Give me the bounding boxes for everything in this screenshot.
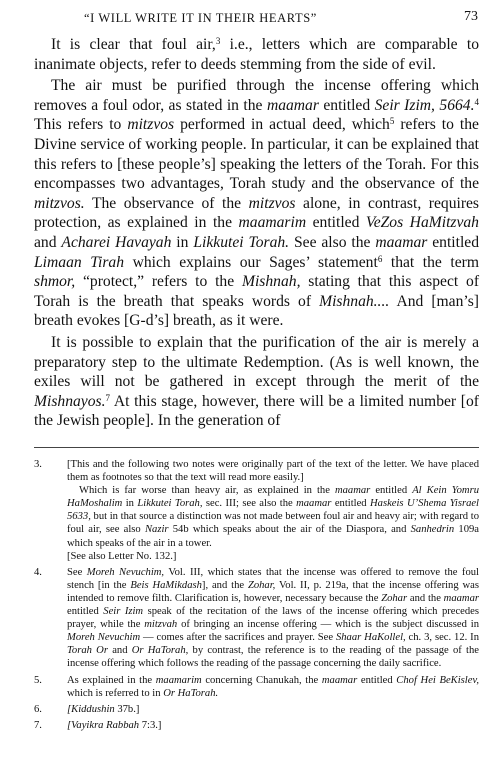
paragraph: It is clear that foul air,$^3$ i.e., letters which are comparable to inanimate objects, refer to deeds stemming from the side of evil. [34, 36, 479, 73]
running-header [34, 9, 478, 27]
footnote-5: 5. As explained in the maamarim concerning Chanukah, the maamar entitled Chof Hei BeKislev, which is referred to in Or HaTorah. [34, 674, 480, 699]
footnote-4: 4. See Moreh Nevuchim, Vol. III, which states that the incense was offered to remove the foul stench [in the Beis HaMikdash], and the Zohar, Vol. II, p. 219a, that the incense offering was intended to remove filth. Clarification is, however, necessary because the Zohar and the maamar entitled Seir Izim speak of the recitation of the laws of the incense offering which precedes prayer, while the mitzvah of bringing an incense offering — which is the subject discussed in Moreh Nevuchim — comes after the sacrifices and prayer. See Shaar HaKollel, ch. 3, sec. 12. In Torah Or and Or HaTorah, by contrast, the reference is to the reading of the passage of the incense offering which follows the reading of the passage concerning the daily sacrifice. [34, 566, 480, 670]
footnote-7: 7. [Vayikra Rabbah 7:3.] [34, 719, 162, 731]
footnote-ref: 5 [389, 116, 395, 127]
paragraph: It is possible to explain that the purification of the air is merely a preparatory step to the ultimate Redemption. (As is well known, the exiles will not be gathered in except through the merit of the Mishnayos.$^7$ At this stage, however, there will be a limited number [of the Jewish people]. In the generation of [34, 333, 479, 430]
footnote-ref: 4 [474, 96, 479, 107]
footnote-ref: 3 [215, 36, 221, 46]
footnote-3: 3. [This and the following two notes were originally part of the text of the letter. We have placed them as footnotes so that the text will read more easily.] Which is far worse than heavy air, as explained in the maamar entitled Al Kein Yomru HaMoshalim in Likkutei Torah, sec. III; see also the maamar entitled Haskeis U’Shema Yisrael 5633, but in that source a distinction was not made between foul air and heavy air; with regard to foul air, see also Nazir 54b which speaks about the air of the Diaspora, and Sanhedrin 109a which speaks of the air in a tower. [See also Letter No. 132.] [34, 459, 480, 562]
footnote-number: 3. [34, 459, 42, 470]
footnote-number: 7. [34, 719, 42, 731]
footnote-ref: 6 [377, 253, 383, 264]
footnotes [34, 458, 479, 735]
footnote-6: 6. [Kiddushin 37b.] [34, 703, 140, 715]
footnote-number: 5. [34, 674, 42, 686]
footnote-number: 4. [34, 566, 42, 578]
footnote-separator [34, 447, 479, 448]
page-number: 73 [464, 9, 478, 24]
paragraph: The air must be purified through the incense offering which removes a foul odor, as stated in the maamar entitled Seir Izim, 5664.$^4$ This refers to mitzvos performed in actual deed, which$^5$ refers to the Divine service of working people. In particular, it can be explained that this refers to [these people’s] speaking the letters of the Torah. For this encompasses two advantages, Torah study and the observance of the mitzvos. The observance of the mitzvos alone, in contrast, requires protection, as explained in the maamarim entitled VeZos HaMitzvah and Acharei Havayah in Likkutei Torah. See also the maamar entitled Limaan Tirah which explains our Sages’ statement$^6$ that the term shmor, “protect,” refers to the Mishnah, stating that this aspect of Torah is the breath that speaks words of Mishnah.... And [man’s] breath evokes [G-d’s] breath, as it were. [34, 77, 480, 330]
footnote-number: 6. [34, 703, 42, 715]
main-text [34, 35, 479, 431]
footnote-ref: 7 [105, 392, 110, 403]
running-title: “I WILL WRITE IT IN THEIR HEARTS” [84, 11, 317, 25]
